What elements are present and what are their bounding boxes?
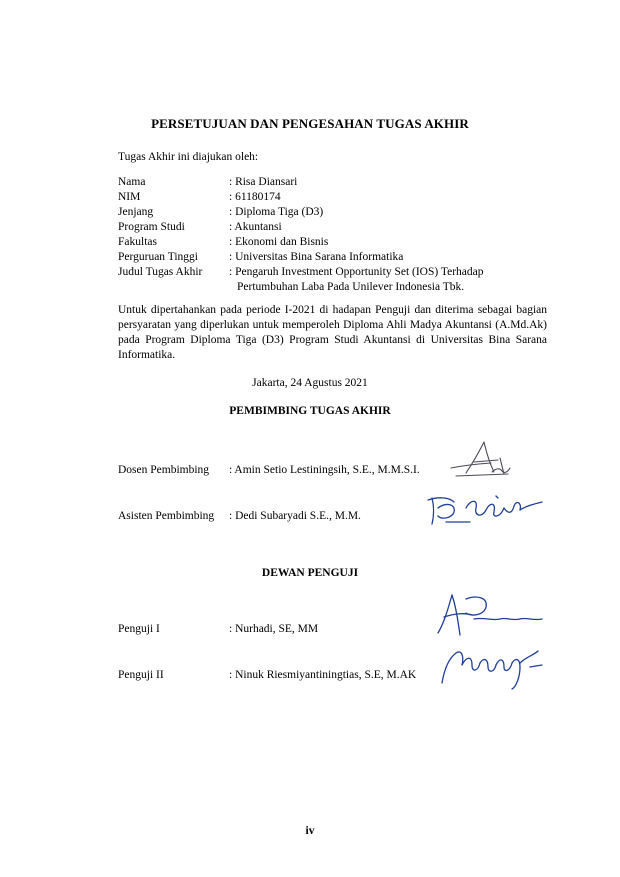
- supervisor-row: [118, 438, 558, 478]
- info-label: Program Studi: [118, 221, 185, 233]
- info-value: [229, 190, 548, 205]
- student-info-table: [118, 175, 548, 295]
- examiner-row: [118, 643, 558, 683]
- supervisor-label: Dosen Pembimbing: [118, 464, 210, 476]
- signature-image: [430, 589, 548, 641]
- examiner-label: Penguji I: [118, 623, 160, 635]
- supervisors-heading: PEMBIMBING TUGAS AKHIR: [229, 405, 391, 417]
- info-row-nim: [118, 190, 548, 205]
- info-value: [229, 265, 548, 295]
- assistant-supervisor-value: : Dedi Subaryadi S.E., M.M.: [229, 510, 361, 522]
- examiner-value: : Nurhadi, SE, MM: [229, 623, 319, 635]
- info-value-text: : Diploma Tiga (D3): [229, 206, 324, 218]
- info-value-text: : Risa Diansari: [229, 176, 298, 188]
- info-label: Judul Tugas Akhir: [118, 266, 203, 278]
- info-label: Nama: [118, 176, 146, 188]
- info-row-perguruan-tinggi: [118, 250, 548, 265]
- info-value: [229, 175, 548, 190]
- info-value-text: : 61180174: [229, 191, 281, 203]
- assistant-supervisor-label: Asisten Pembimbing: [118, 510, 215, 522]
- info-row-program-studi: [118, 220, 548, 235]
- purpose-paragraph: Untuk dipertahankan pada periode I-2021 di hadapan Penguji dan diterima sebagai bagian persyaratan yang diperlukan untuk memperoleh Diploma Ahli Madya Akuntansi (A.Md.Ak) pada Program Diploma Tiga (D3) Program Studi Akuntansi di Universitas Bina Sarana Informatika.: [118, 304, 547, 361]
- examiner-row: [118, 597, 558, 637]
- page-title: PERSETUJUAN DAN PENGESAHAN TUGAS AKHIR: [151, 116, 469, 131]
- info-value: [229, 250, 548, 265]
- signature-image: [426, 488, 550, 528]
- info-row-nama: [118, 175, 548, 190]
- assistant-supervisor-row: [118, 484, 558, 524]
- info-value: [229, 205, 548, 220]
- signature-image: [438, 643, 548, 691]
- info-row-fakultas: [118, 235, 548, 250]
- intro-text: Tugas Akhir ini diajukan oleh:: [118, 151, 259, 163]
- info-value: [229, 220, 548, 235]
- info-value-text: : Universitas Bina Sarana Informatika: [229, 251, 404, 263]
- info-value-text: : Akuntansi: [229, 221, 282, 233]
- info-value-text: : Ekonomi dan Bisnis: [229, 236, 329, 248]
- examiner-label: Penguji II: [118, 669, 164, 681]
- info-value-continuation: Pertumbuhan Laba Pada Unilever Indonesia Tbk.: [237, 281, 465, 293]
- info-row-jenjang: [118, 205, 548, 220]
- signature-image: [446, 438, 526, 480]
- examiner-value: : Ninuk Riesmiyantiningtias, S.E, M.AK: [229, 669, 417, 681]
- info-value-text: : Pengaruh Investment Opportunity Set (IOS) Terhadap: [229, 266, 484, 278]
- info-label: Perguruan Tinggi: [118, 251, 198, 263]
- place-date: Jakarta, 24 Agustus 2021: [252, 377, 368, 389]
- info-label: Jenjang: [118, 206, 154, 218]
- info-label: Fakultas: [118, 236, 157, 248]
- supervisor-value: : Amin Setio Lestiningsih, S.E., M.M.S.I.: [229, 464, 420, 476]
- examiners-heading: DEWAN PENGUJI: [261, 567, 359, 579]
- page-number: iv: [305, 825, 315, 837]
- info-row-judul: [118, 265, 548, 295]
- info-label: NIM: [118, 191, 141, 203]
- info-value: [229, 235, 548, 250]
